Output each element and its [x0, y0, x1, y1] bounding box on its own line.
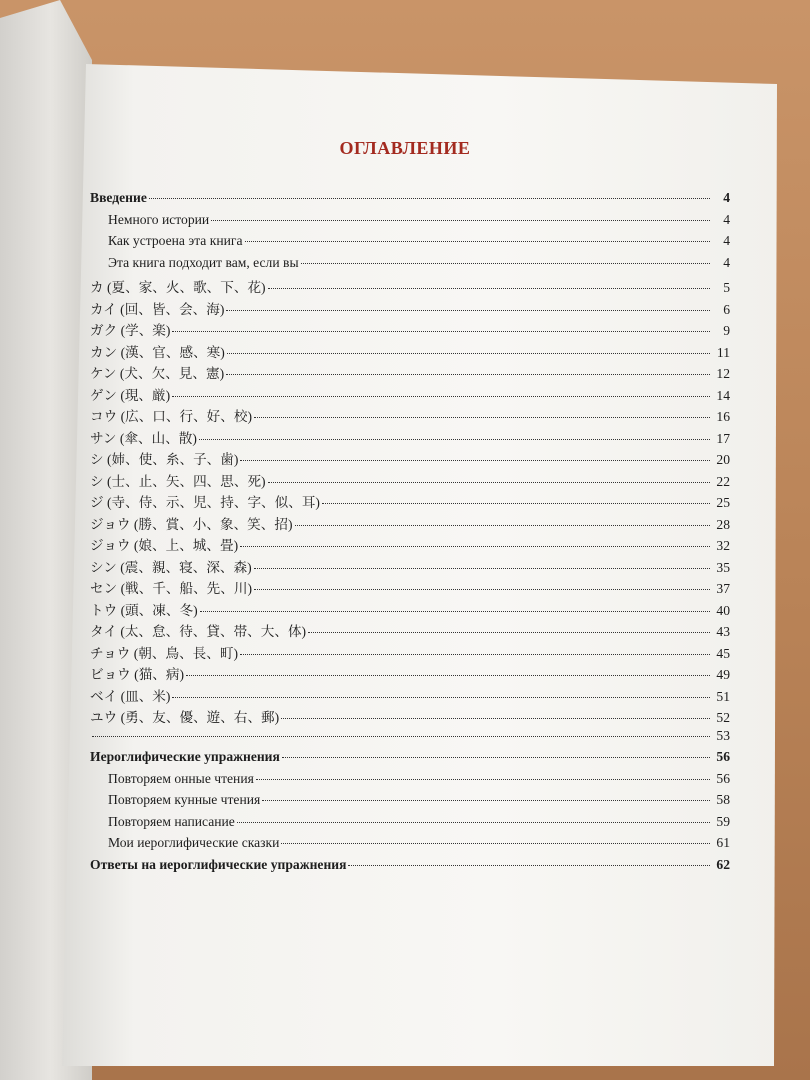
- toc-entry-page-number: 4: [723, 211, 730, 227]
- toc-entry-label: ベイ (皿、米): [90, 688, 171, 704]
- toc-entry-label: Эта книга подходит вам, если вы: [108, 254, 299, 270]
- toc-entry-page-number: 28: [716, 516, 730, 532]
- toc-entry: [90, 405, 730, 427]
- dot-leader: [226, 309, 710, 311]
- toc-entry: [90, 792, 730, 814]
- toc-entry-page-number: 37: [716, 581, 730, 596]
- toc-entry-page-number: 14: [716, 387, 730, 403]
- toc-entry: [90, 427, 730, 449]
- toc-entry-label: トウ (頭、凍、冬): [90, 602, 198, 618]
- toc-entry-label: タイ (太、怠、待、貸、帯、大、体): [90, 624, 307, 639]
- toc-entry: [90, 255, 730, 277]
- toc-entry-page-number: 6: [723, 301, 730, 317]
- dot-leader: [301, 262, 710, 264]
- toc-entry-label: Повторяем кунные чтения: [108, 792, 261, 807]
- toc-entry-page-number: 49: [716, 667, 730, 682]
- toc-entry-label: カイ (回、皆、会、海): [90, 301, 225, 317]
- dot-leader: [348, 864, 710, 866]
- toc-entry: [90, 599, 730, 621]
- toc-entry-label: カ (夏、家、火、歌、下、花): [90, 280, 266, 295]
- toc-entry: [90, 491, 730, 513]
- toc-entry-label: Как устроена эта книга: [108, 233, 243, 248]
- toc-entry-label: シ (士、止、矢、四、思、死): [90, 473, 266, 489]
- toc-entry: [90, 448, 730, 470]
- toc-entry-label: Введение: [90, 190, 147, 205]
- toc-entry-label: Немного истории: [108, 211, 210, 227]
- toc-entry-label: シ (姉、使、糸、子、歯): [90, 452, 239, 467]
- toc-entry: [90, 642, 730, 664]
- toc-entry-page-number: 51: [716, 688, 730, 704]
- dot-leader: [237, 821, 710, 823]
- toc-entry-page-number: 11: [716, 344, 730, 360]
- dot-leader: [281, 717, 710, 719]
- toc-entry: [90, 857, 730, 879]
- dot-leader: [256, 778, 710, 780]
- dot-leader: [322, 502, 710, 504]
- toc-entry: [90, 577, 730, 599]
- toc-entry: [90, 620, 730, 642]
- toc-entry: [90, 362, 730, 384]
- toc-entry-page-number: 56: [716, 749, 730, 764]
- toc-entry-label: セン (戦、千、船、先、川): [90, 581, 252, 596]
- toc-entry-page-number: 12: [716, 366, 730, 381]
- toc-entry-label: Иероглифические упражнения: [90, 749, 280, 764]
- toc-entry-page-number: 62: [716, 856, 730, 872]
- toc-entry-page-number: 32: [716, 538, 730, 553]
- toc-entry: [90, 341, 730, 363]
- toc-entry-page-number: 9: [723, 323, 730, 338]
- toc-entry: [90, 534, 730, 556]
- dot-leader: [268, 287, 710, 289]
- dot-leader: [240, 545, 710, 547]
- dot-leader: [281, 842, 710, 844]
- dot-leader: [200, 610, 710, 612]
- toc-entry: [90, 319, 730, 341]
- toc-entry-page-number: 43: [716, 624, 730, 639]
- toc-entry-page-number: 53: [716, 727, 730, 743]
- toc-entry: [90, 298, 730, 320]
- dot-leader: [227, 352, 710, 354]
- toc-entry: [90, 749, 730, 771]
- dot-leader: [226, 373, 710, 375]
- toc-entry: [90, 384, 730, 406]
- toc-entry-label: Ответы на иероглифические упражнения: [90, 856, 347, 872]
- dot-leader: [254, 567, 710, 569]
- dot-leader: [240, 459, 710, 461]
- toc-entry-page-number: 52: [716, 710, 730, 725]
- toc-entry-label: チョウ (朝、鳥、長、町): [90, 645, 238, 661]
- dot-leader: [254, 588, 710, 590]
- toc-entry-page-number: 17: [716, 430, 730, 446]
- toc-entry-page-number: 5: [723, 280, 730, 295]
- toc-entry-label: ジ (寺、侍、示、児、持、字、似、耳): [90, 495, 320, 510]
- toc-entry-page-number: 59: [716, 813, 730, 829]
- toc-entry-label: ジョウ (娘、上、城、畳): [90, 538, 239, 553]
- toc-entry-page-number: 4: [723, 254, 730, 270]
- toc-entry-page-number: 58: [716, 792, 730, 807]
- toc-entry-page-number: 25: [716, 495, 730, 510]
- toc-entry-label: サン (傘、山、散): [90, 430, 197, 446]
- toc-entry-label: Повторяем написание: [108, 813, 235, 829]
- dot-leader: [149, 197, 710, 199]
- table-of-contents: [90, 190, 730, 878]
- toc-entry-label: ジョウ (勝、賞、小、象、笑、招): [90, 516, 293, 532]
- toc-entry-page-number: 56: [716, 770, 730, 786]
- toc-entry: [90, 835, 730, 857]
- toc-entry-page-number: 35: [716, 559, 730, 575]
- dot-leader: [268, 481, 710, 483]
- toc-entry-label: ガク (学、楽): [90, 323, 171, 338]
- dot-leader: [240, 653, 710, 655]
- toc-entry-page-number: 4: [723, 190, 730, 205]
- toc-entry-label: Мои иероглифические сказки: [108, 835, 280, 850]
- dot-leader: [172, 395, 710, 397]
- toc-entry-label: ビョウ (猫、病): [90, 667, 185, 682]
- dot-leader: [262, 799, 710, 801]
- toc-entry: [90, 556, 730, 578]
- dot-leader: [211, 219, 710, 221]
- toc-entry: [90, 771, 730, 793]
- toc-entry-label: ゲン (現、厳): [90, 387, 171, 403]
- dot-leader: [308, 631, 710, 633]
- toc-entry: [90, 190, 730, 212]
- toc-entry: [90, 513, 730, 535]
- toc-entry: [90, 470, 730, 492]
- page-title: ОГЛАВЛЕНИЕ: [339, 138, 471, 158]
- dot-leader: [282, 756, 710, 758]
- toc-entry: [90, 685, 730, 707]
- dot-leader: [186, 674, 710, 676]
- toc-entry-label: カン (漢、官、感、寒): [90, 344, 225, 360]
- toc-entry-page-number: 20: [716, 452, 730, 467]
- toc-entry-label: ユウ (勇、友、優、遊、右、郵): [90, 710, 280, 725]
- toc-entry-label: ケン (犬、欠、見、憲): [90, 366, 225, 381]
- dot-leader: [172, 696, 710, 698]
- toc-entry-page-number: 61: [716, 835, 730, 850]
- dot-leader: [172, 330, 710, 332]
- toc-entry-page-number: 4: [723, 233, 730, 248]
- toc-entry-page-number: 40: [716, 602, 730, 618]
- toc-entry: [90, 233, 730, 255]
- toc-entry: [90, 706, 730, 728]
- toc-entry-page-number: 45: [716, 645, 730, 661]
- toc-entry-page-number: 16: [716, 409, 730, 424]
- toc-entry: [90, 814, 730, 836]
- toc-entry: [90, 663, 730, 685]
- dot-leader: [295, 524, 711, 526]
- toc-entry-label: シン (震、親、寝、深、森): [90, 559, 252, 575]
- toc-entry: [90, 276, 730, 298]
- dot-leader: [92, 735, 710, 737]
- toc-entry: [90, 212, 730, 234]
- dot-leader: [199, 438, 710, 440]
- toc-entry-label: Повторяем онные чтения: [108, 770, 254, 786]
- toc-entry-label: コウ (広、口、行、好、校): [90, 409, 252, 424]
- toc-entry-page-number: 22: [716, 473, 730, 489]
- toc-entry: [90, 728, 730, 750]
- dot-leader: [254, 416, 710, 418]
- dot-leader: [245, 240, 711, 242]
